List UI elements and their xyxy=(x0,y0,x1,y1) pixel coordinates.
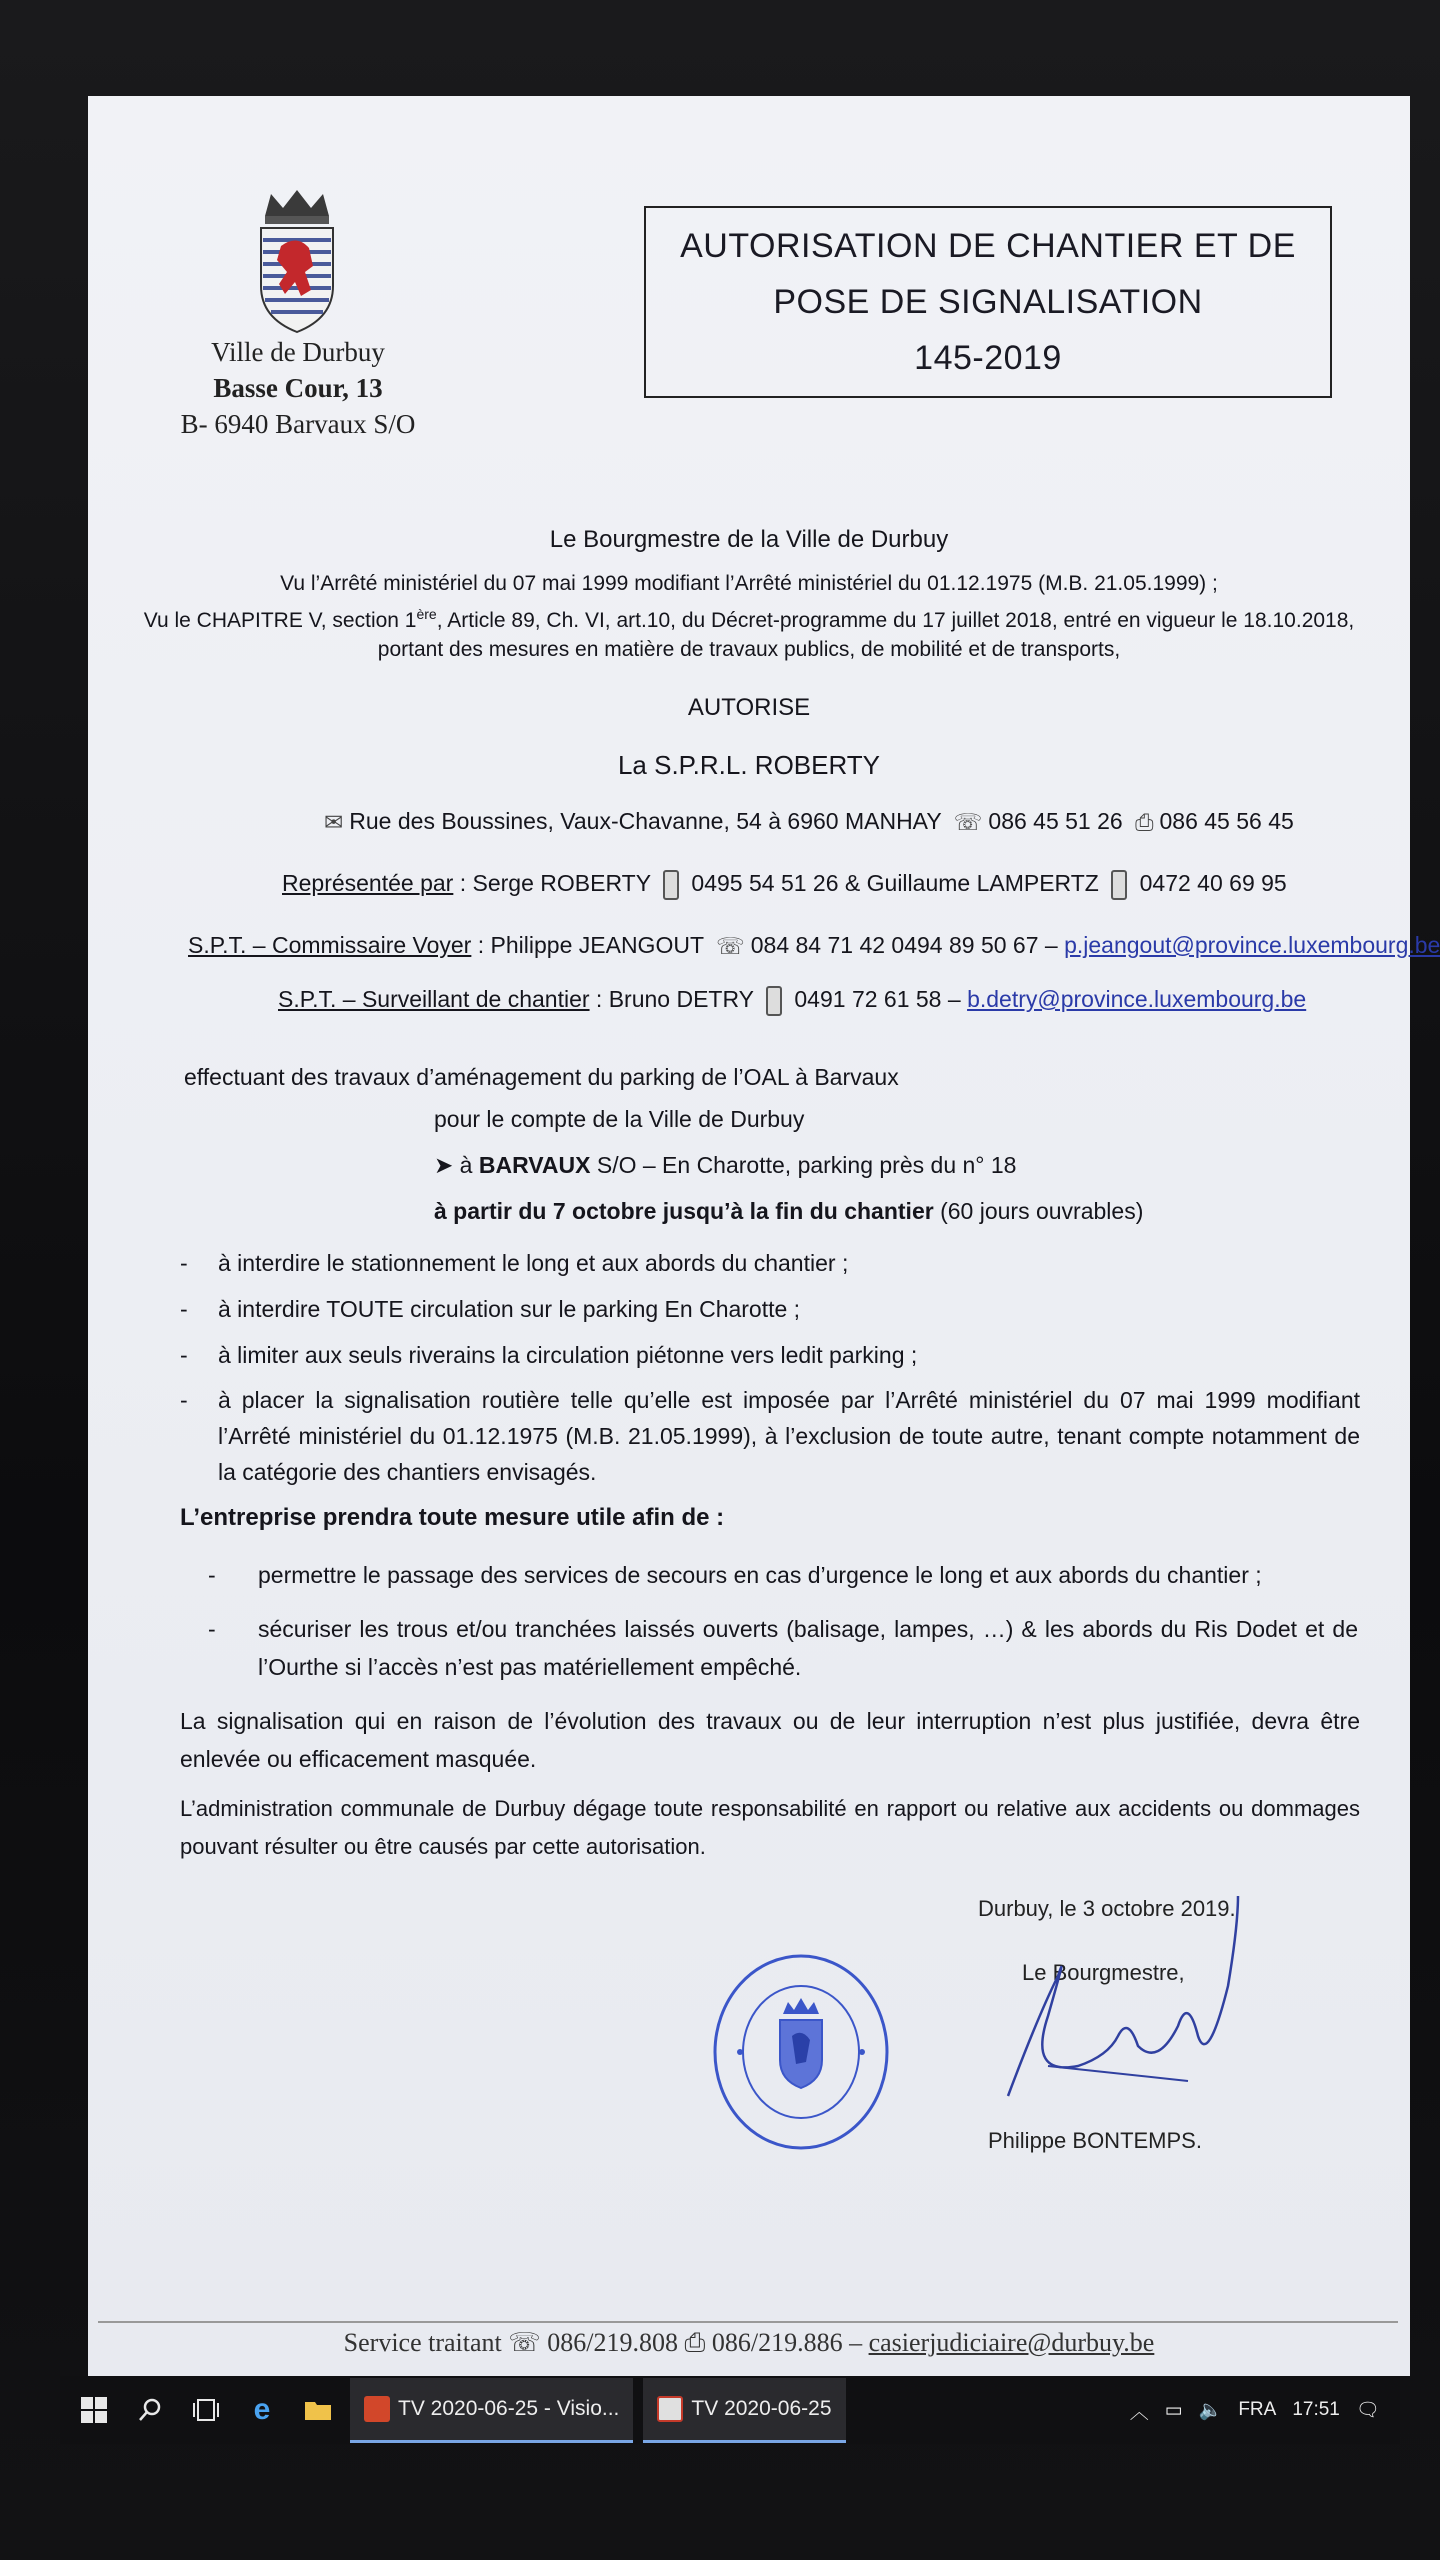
voyer-name: : Philippe JEANGOUT xyxy=(471,932,704,958)
edge-browser-icon[interactable]: e xyxy=(253,2393,271,2426)
signature-block xyxy=(978,1896,1318,2176)
notification-icon[interactable]: 🗨 xyxy=(1355,2400,1380,2421)
preamble-line-2a: Vu le CHAPITRE V, section 1 xyxy=(143,609,417,632)
preamble-line-2b: , Article 89, Ch. VI, art.10, du Décret-programme du 17 juillet 2018, entré en vigueur le 18.10.2018, xyxy=(436,609,1355,632)
measure-item: - à interdire TOUTE circulation sur le parking En Charotte ; xyxy=(180,1296,801,1322)
signatory-role: Le Bourgmestre, xyxy=(1022,1960,1185,1985)
mobile-phone-icon xyxy=(766,986,782,1016)
dates-rest: (60 jours ouvrables) xyxy=(933,1198,1144,1224)
measure-item: - à interdire le stationnement le long et aux abords du chantier ; xyxy=(180,1250,849,1276)
title-number: 145-2019 xyxy=(914,339,1062,377)
volume-icon[interactable]: 🔈 xyxy=(1198,2400,1223,2421)
fax-icon: ⎙ xyxy=(684,2328,706,2357)
enterprise-item: - permettre le passage des services de secours en cas d’urgence le long et aux abords du chantier ; xyxy=(208,1562,1262,1588)
surveillant-name: : Bruno DETRY xyxy=(589,986,754,1013)
municipal-seal-stamp xyxy=(710,1952,892,2152)
telephone-icon: ☏ xyxy=(953,809,983,836)
enterprise-heading: L’entreprise prendra toute mesure utile afin de : xyxy=(180,1504,725,1531)
town-address-block xyxy=(148,334,448,442)
address-line-2: B- 6940 Barvaux S/O xyxy=(180,409,416,439)
representative-phone-1: 0495 54 51 26 xyxy=(691,870,839,897)
town-name: Ville de Durbuy xyxy=(211,337,385,367)
preamble-line-3: portant des mesures en matière de travaux publics, de mobilité et de transports, xyxy=(377,638,1121,661)
voyer-email-link[interactable]: p.jeangout@province.luxembourg.be xyxy=(1064,932,1440,958)
measure-text: à placer la signalisation routière telle qu’elle est imposée par l’Arrêté ministériel du 07 mai 1999 modifiant l’Arrêté ministériel du 01.12.1975 (M.B. 21.05.1999), à l’exclusion de toute autre, tenant compte notamment de la catégorie des chantiers envisagés. xyxy=(218,1387,1360,1485)
company-address: Rue des Boussines, Vaux-Chavanne, 54 à 6960 MANHAY xyxy=(349,808,942,834)
windows-start-icon[interactable] xyxy=(72,2388,116,2432)
footer-service-label: Service traitant xyxy=(343,2328,502,2357)
footer-divider xyxy=(98,2321,1398,2323)
representative-phone-2: 0472 40 69 95 xyxy=(1139,870,1287,897)
enterprise-item-text: permettre le passage des services de secours en cas d’urgence le long et aux abords du chantier ; xyxy=(258,1562,1262,1588)
chevron-up-icon[interactable]: ︿ xyxy=(1129,2401,1149,2423)
service-footer xyxy=(88,2328,1410,2359)
surveillant-line xyxy=(278,986,1306,1016)
network-icon[interactable]: ▭ xyxy=(1164,2399,1183,2421)
voyer-line xyxy=(188,932,1440,960)
envelope-icon: ✉ xyxy=(324,809,344,836)
measure-text: à limiter aux seuls riverains la circulation piétonne vers ledit parking ; xyxy=(218,1342,918,1368)
authority-line: Le Bourgmestre de la Ville de Durbuy xyxy=(549,526,949,553)
mobile-phone-icon xyxy=(663,870,679,900)
enterprise-item: - sécuriser les trous et/ou tranchées laissés ouverts (balisage, lampes, …) & les abords du Ris Dodet et de l’Ourthe si l’accès n’est pas matériellement empêché. xyxy=(208,1616,1358,1680)
telephone-icon: ☏ xyxy=(715,933,745,960)
title-line-2: POSE DE SIGNALISATION xyxy=(773,283,1203,321)
works-dates xyxy=(434,1198,1143,1225)
location-town: BARVAUX xyxy=(478,1152,591,1178)
signalisation-note: La signalisation qui en raison de l’évolution des travaux ou de leur interruption n’est plus justifiée, devra être enlevée ou efficacement masquée. xyxy=(180,1708,1360,1772)
company-fax: 086 45 56 45 xyxy=(1159,808,1294,834)
footer-fax: 086/219.886 – xyxy=(711,2328,863,2357)
surveillant-label: S.P.T. – Surveillant de chantier xyxy=(278,986,590,1013)
measure-item: - à limiter aux seuls riverains la circulation piétonne vers ledit parking ; xyxy=(180,1342,918,1368)
autorise-heading: AUTORISE xyxy=(687,694,811,721)
task1-label: TV 2020-06-25 - Visio... xyxy=(398,2396,620,2420)
arrow-bullet-icon: ➤ xyxy=(434,1152,454,1178)
company-tel: 086 45 51 26 xyxy=(988,808,1123,834)
document-page xyxy=(88,96,1440,2376)
address-line-1: Basse Cour, 13 xyxy=(213,373,383,403)
dates-bold: à partir du 7 octobre jusqu’à la fin du chantier xyxy=(434,1198,934,1224)
company-address-line xyxy=(318,808,1294,836)
document-title-box xyxy=(644,206,1332,398)
system-tray xyxy=(1130,2397,1400,2424)
place-date: Durbuy, le 3 octobre 2019. xyxy=(978,1896,1236,1921)
footer-email-link[interactable]: casierjudiciaire@durbuy.be xyxy=(868,2328,1155,2357)
signatory-name: Philippe BONTEMPS. xyxy=(988,2128,1202,2153)
windows-taskbar xyxy=(60,2376,1400,2444)
preamble-line-1: Vu l’Arrêté ministériel du 07 mai 1999 modifiant l’Arrêté ministériel du 01.12.1975 (M.B. 21.05.1999) ; xyxy=(280,572,1218,595)
ampersand: & xyxy=(844,870,861,897)
location-detail: S/O – En Charotte, parking près du n° 18 xyxy=(590,1152,1017,1178)
voyer-label: S.P.T. – Commissaire Voyer xyxy=(188,932,472,958)
surveillant-email-link[interactable]: b.detry@province.luxembourg.be xyxy=(967,986,1307,1013)
works-location xyxy=(434,1152,1016,1179)
enterprise-item-text: sécuriser les trous et/ou tranchées laissés ouverts (balisage, lampes, …) & les abords du Ris Dodet et de l’Ourthe si l’accès n’est pas matériellement empêché. xyxy=(258,1616,1358,1680)
measure-text: à interdire le stationnement le long et aux abords du chantier ; xyxy=(218,1250,849,1276)
document-app-icon xyxy=(657,2396,683,2422)
mobile-phone-icon xyxy=(1111,870,1127,900)
company-name: La S.P.R.L. ROBERTY xyxy=(617,750,881,780)
taskbar-app-powerpoint[interactable] xyxy=(350,2378,633,2443)
title-line-1: AUTORISATION DE CHANTIER ET DE xyxy=(680,227,1296,265)
fax-icon: ⎙ xyxy=(1135,809,1154,836)
handwritten-signature xyxy=(988,1866,1248,2116)
representative-name-2: Guillaume LAMPERTZ xyxy=(866,870,1099,897)
superscript-ere: ère xyxy=(416,606,437,622)
measure-item: - à placer la signalisation routière telle qu’elle est imposée par l’Arrêté ministériel du 07 mai 1999 modifiant l’Arrêté ministériel du 01.12.1975 (M.B. 21.05.1999), à l’exclusion de toute autre, tenant compte notamment de la catégorie des chantiers envisagés. xyxy=(180,1387,1360,1485)
language-indicator[interactable]: FRA xyxy=(1238,2399,1277,2420)
representative-label: Représentée par xyxy=(282,870,454,897)
telephone-icon: ☏ xyxy=(508,2328,541,2357)
footer-tel: 086/219.808 xyxy=(547,2328,679,2357)
clock[interactable]: 17:51 xyxy=(1292,2399,1340,2420)
works-line-1: effectuant des travaux d’aménagement du parking de l’OAL à Barvaux xyxy=(184,1064,899,1090)
task2-label: TV 2020-06-25 xyxy=(691,2396,832,2420)
representative-line xyxy=(282,870,1287,900)
preamble-line-2 xyxy=(88,606,1410,633)
disclaimer: L’administration communale de Durbuy dégage toute responsabilité en rapport ou relative aux accidents ou dommages pouvant résulter ou être causés par cette autorisation. xyxy=(180,1796,1360,1859)
taskbar-app-document[interactable] xyxy=(643,2378,845,2443)
representative-name-1: : Serge ROBERTY xyxy=(453,870,651,897)
measure-text: à interdire TOUTE circulation sur le parking En Charotte ; xyxy=(218,1296,801,1322)
works-line-2: pour le compte de la Ville de Durbuy xyxy=(434,1106,805,1132)
task-view-icon[interactable] xyxy=(184,2388,228,2432)
location-prefix: à xyxy=(459,1152,479,1178)
coat-of-arms-icon xyxy=(251,186,343,336)
powerpoint-icon xyxy=(364,2396,390,2422)
voyer-phones: 084 84 71 42 0494 89 50 67 – xyxy=(750,932,1058,958)
surveillant-phone: 0491 72 61 58 – xyxy=(794,986,961,1013)
file-explorer-icon[interactable] xyxy=(296,2388,340,2432)
search-icon[interactable] xyxy=(128,2388,172,2432)
